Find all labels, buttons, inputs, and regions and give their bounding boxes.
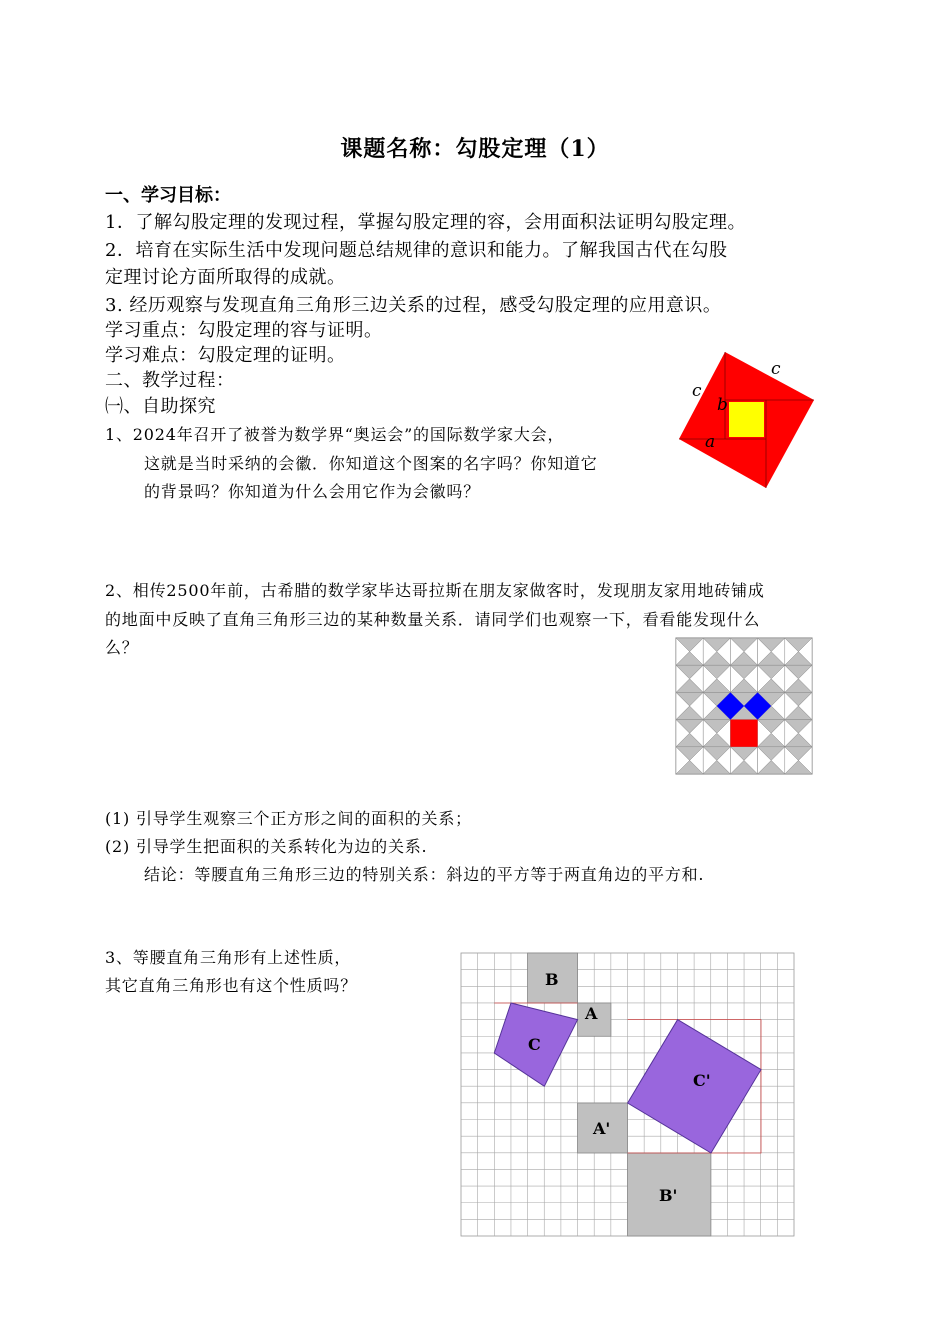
emblem-inner-square [729, 402, 764, 437]
emblem-figure [670, 345, 820, 495]
conclusion: 结论：等腰直角三角形三边的特别关系：斜边的平方等于两直角边的平方和. [144, 865, 705, 884]
emblem-label-c-right: c [771, 359, 781, 379]
process-subheading: ㈠、自助探究 [105, 396, 216, 417]
label-A: A [585, 1004, 598, 1023]
label-C-prime: C' [693, 1071, 711, 1090]
emblem-label-c-left: c [692, 381, 702, 401]
objective-3: 3. 经历观察与发现直角三角形三边关系的过程，感受勾股定理的应用意识。 [105, 295, 722, 316]
label-B-prime: B' [659, 1186, 678, 1205]
label-C: C [528, 1035, 541, 1054]
process-heading: 二、教学过程： [105, 370, 235, 391]
guide-2: (2) 引导学生把面积的关系转化为边的关系. [105, 837, 428, 856]
grid-squares-figure [461, 953, 794, 1236]
objectives-heading: 一、学习目标： [105, 185, 231, 206]
question-3-line1: 3、等腰直角三角形有上述性质， [105, 948, 352, 967]
guide-1: (1) 引导学生观察三个正方形之间的面积的关系； [105, 809, 472, 828]
objective-2-line2: 定理讨论方面所取得的成就。 [105, 267, 346, 288]
question-2-line3: 么？ [105, 638, 139, 657]
question-2-line1: 2、相传2500年前，古希腊的数学家毕达哥拉斯在朋友家做客时，发现朋友家用地砖铺成 [105, 581, 765, 600]
key-point: 学习重点：勾股定理的容与证明。 [105, 320, 383, 341]
emblem-label-b: b [717, 395, 728, 415]
floor-tiles-figure [676, 638, 812, 774]
question-1-line1: 1、2024年召开了被誉为数学界“奥运会”的国际数学家大会， [105, 425, 565, 444]
objective-2-line1: 2．培育在实际生活中发现问题总结规律的意识和能力。了解我国古代在勾股 [105, 240, 728, 261]
label-A-prime: A' [593, 1119, 611, 1138]
objective-1: 1．了解勾股定理的发现过程，掌握勾股定理的容，会用面积法证明勾股定理。 [105, 212, 746, 233]
red-square [730, 720, 757, 747]
page-title: 课题名称：勾股定理（1） [340, 136, 610, 162]
question-3-line2: 其它直角三角形也有这个性质吗？ [105, 976, 358, 995]
question-1-line2: 这就是当时采纳的会徽．你知道这个图案的名字吗？你知道它 [144, 454, 598, 473]
question-1-line3: 的背景吗？你知道为什么会用它作为会徽吗？ [144, 482, 481, 501]
question-2-line2: 的地面中反映了直角三角形三边的某种数量关系．请同学们也观察一下，看看能发现什么 [105, 610, 761, 629]
difficulty: 学习难点：勾股定理的证明。 [105, 345, 346, 366]
label-B: B [545, 970, 559, 989]
emblem-label-a: a [705, 432, 716, 452]
